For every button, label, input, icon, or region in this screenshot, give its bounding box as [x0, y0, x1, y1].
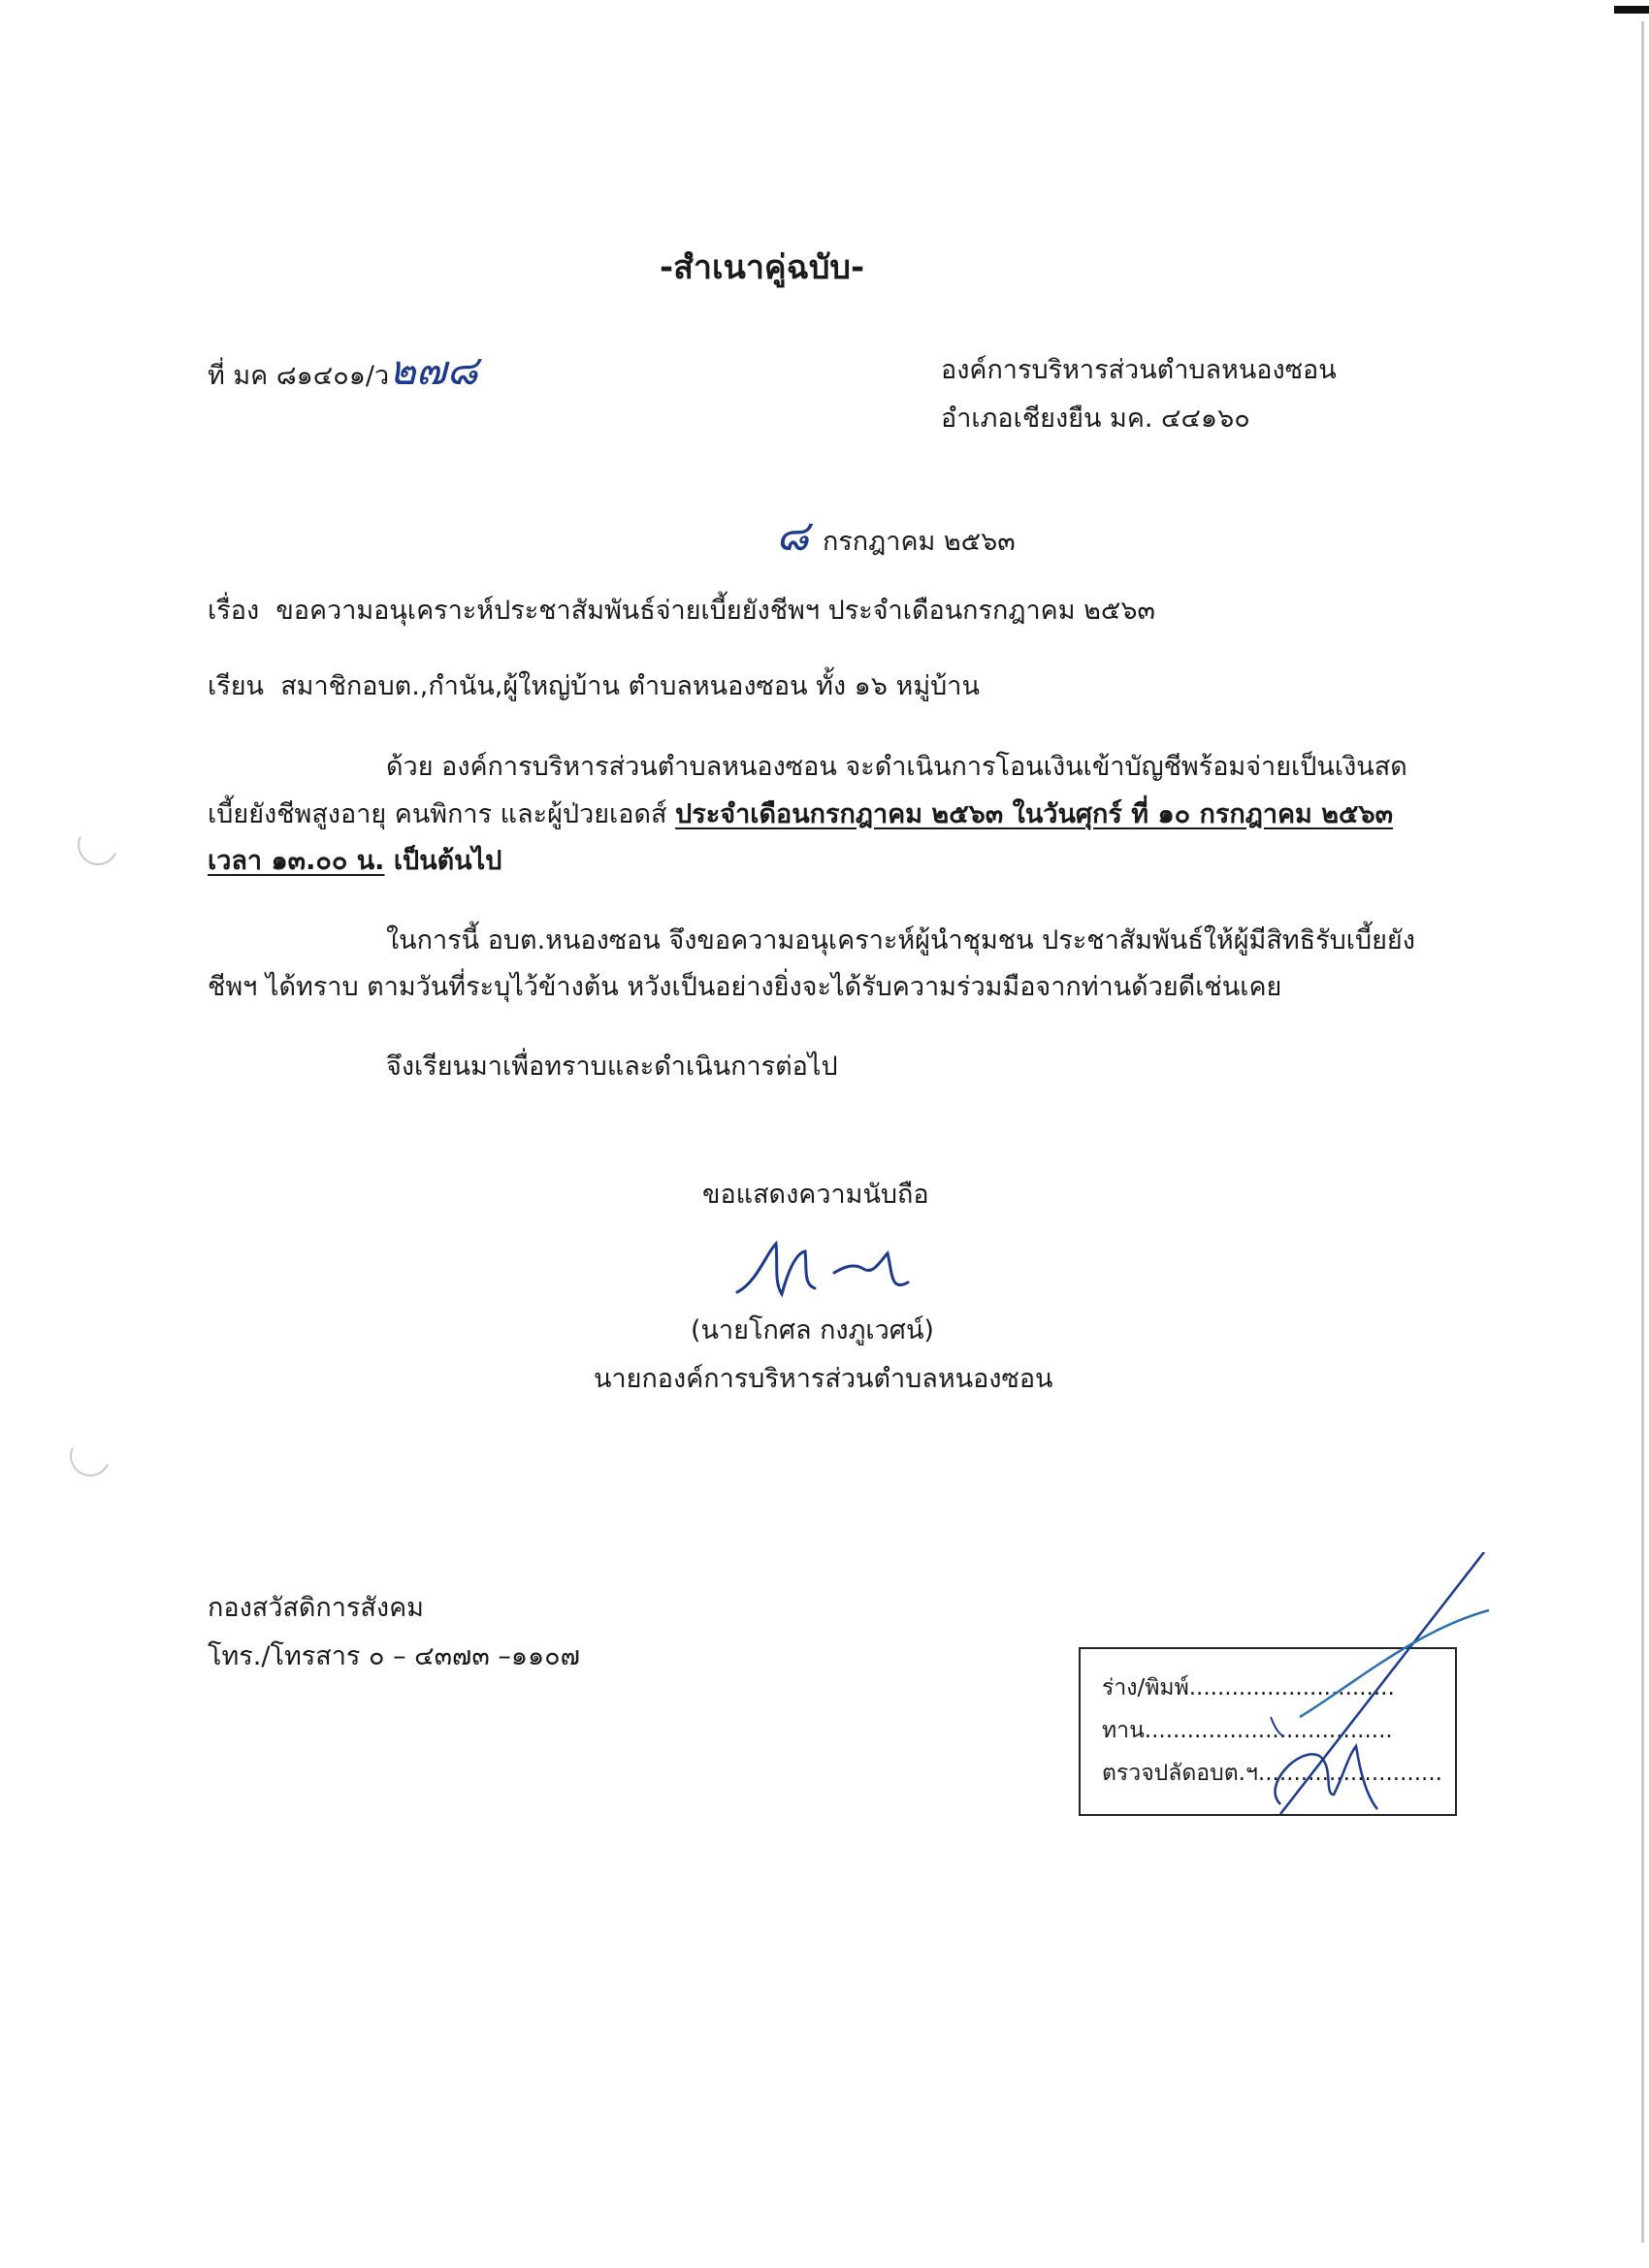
sender-org: องค์การบริหารส่วนตำบลหนองซอน	[941, 355, 1337, 385]
handwritten-reference: ๒๗๘	[389, 346, 478, 394]
subject-line	[208, 594, 1155, 629]
closing-regards: ขอแสดงความนับถือ	[702, 1180, 929, 1210]
date-month-year: กรกฎาคม ๒๕๖๓	[822, 527, 1016, 557]
copy-label: -สำเนาคู่ฉบับ-	[660, 248, 865, 287]
signature-mark	[718, 1224, 951, 1312]
signatory-position: นายกองค์การบริหารส่วนตำบลหนองซอน	[594, 1364, 1053, 1394]
reference-prefix: ที่ มค ๘๑๔๐๑/ว	[208, 361, 390, 391]
handwritten-day: ๘	[776, 511, 809, 561]
body-paragraph-3: จึงเรียนมาเพื่อทราบและดำเนินการต่อไป	[386, 1052, 838, 1082]
footer-phone: โทร./โทรสาร ๐ – ๔๓๗๓ –๑๑๐๗	[208, 1641, 580, 1671]
approval-initials-mark	[1242, 1552, 1494, 1824]
recipient-label: เรียน	[208, 671, 265, 701]
sender-address: อำเภอเชียงยืน มค. ๔๔๑๖๐	[941, 404, 1250, 434]
signatory-name: (นายโกศล กงภูเวศน์)	[691, 1315, 934, 1345]
payment-date-underlined: ประจำเดือนกรกฎาคม ๒๕๖๓ ในวันศุกร์ ที่ ๑๐ กรกฎาคม ๒๕๖๓	[675, 799, 1394, 829]
reference-number	[208, 346, 478, 394]
body-paragraph-2-line-1: ในการนี้ อบต.หนองซอน จึงขอความอนุเคราะห์ผู้นำชุมชน ประชาสัมพันธ์ให้ผู้มีสิทธิรับเบี้ยยัง	[386, 925, 1415, 956]
body-paragraph-2-line-2: ชีพฯ ได้ทราบ ตามวันที่ระบุไว้ข้างต้น หวังเป็นอย่างยิ่งจะได้รับความร่วมมือจากท่านด้วยดีเช่นเคย	[208, 972, 1282, 1002]
recipient-line	[208, 669, 980, 704]
scan-edge-mark	[1614, 6, 1649, 14]
approval-drafted: ร่าง/พิมพ์.............................	[1102, 1675, 1395, 1701]
body-text: เบี้ยยังชีพสูงอายุ คนพิการ และผู้ป่วยเอดส์	[208, 799, 676, 829]
letter-date	[776, 511, 1016, 561]
approval-reviewed: ทาน...................................	[1102, 1718, 1393, 1743]
subject-text: ขอความอนุเคราะห์ประชาสัมพันธ์จ่ายเบี้ยยังชีพฯ ประจำเดือนกรกฎาคม ๒๕๖๓	[275, 596, 1155, 626]
body-paragraph-1-line-2	[208, 797, 1393, 832]
body-paragraph-1-line-1: ด้วย องค์การบริหารส่วนตำบลหนองซอน จะดำเนินการโอนเงินเข้าบัญชีพร้อมจ่ายเป็นเงินสด	[386, 752, 1407, 782]
body-text: เป็นต้นไป	[384, 846, 502, 876]
payment-time-underlined: เวลา ๑๓.๐๐ น.	[208, 846, 385, 876]
recipient-text: สมาชิกอบต.,กำนัน,ผู้ใหญ่บ้าน ตำบลหนองซอน ทั้ง ๑๖ หมู่บ้าน	[280, 671, 980, 701]
footer-department: กองสวัสดิการสังคม	[208, 1593, 424, 1623]
scan-edge-line	[1641, 21, 1644, 2243]
approval-checked: ตรวจปลัดอบต.ฯ..........................	[1102, 1761, 1442, 1786]
punch-hole-mark	[64, 1430, 116, 1482]
punch-hole-mark	[72, 819, 124, 871]
body-paragraph-1-line-3	[208, 844, 501, 879]
subject-label: เรื่อง	[208, 596, 260, 626]
